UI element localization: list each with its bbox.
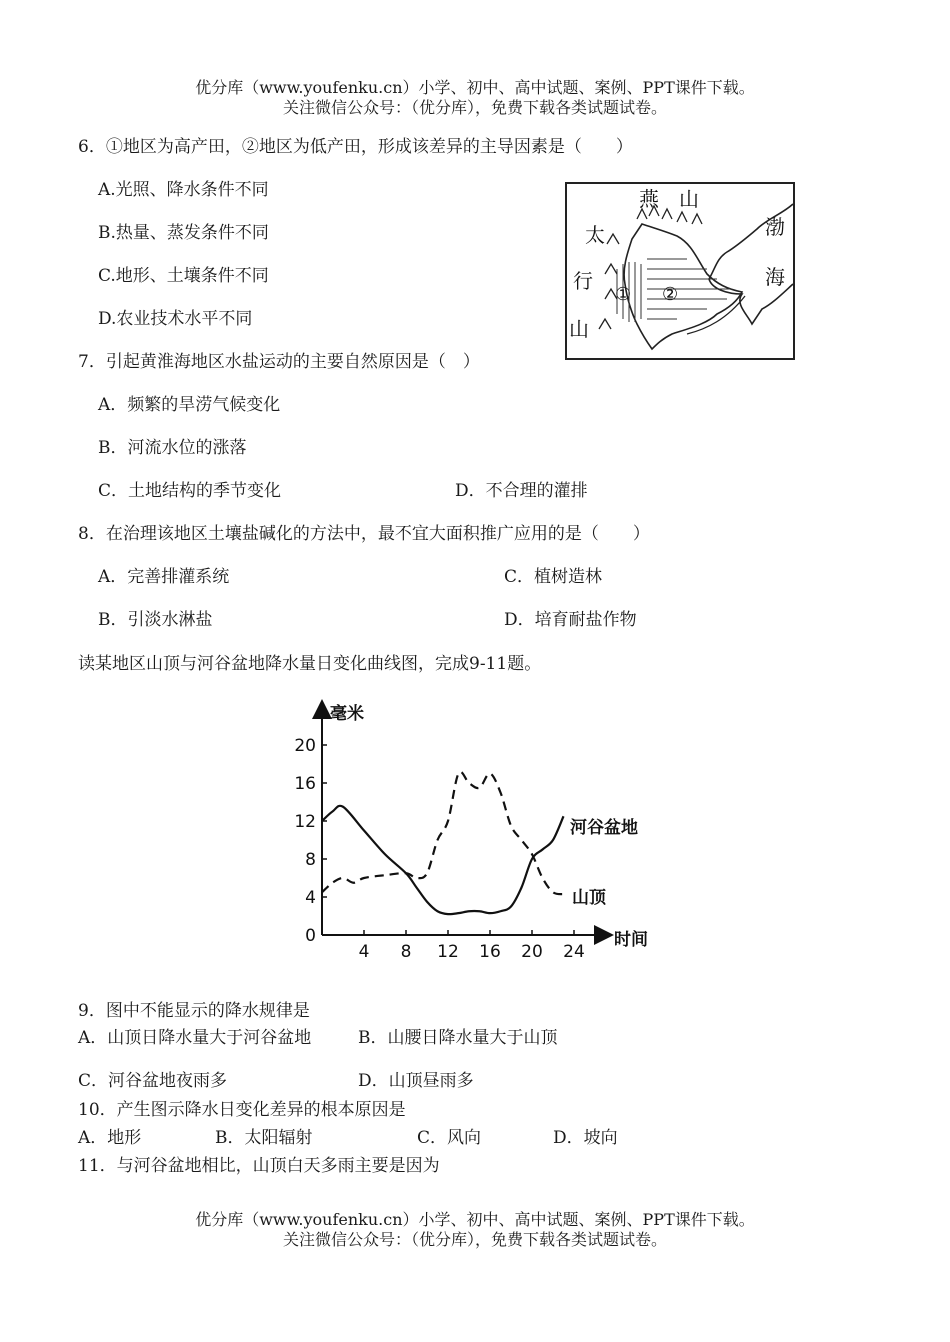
x-tick-label: 24: [563, 942, 585, 962]
q6-option-b: B.热量、蒸发条件不同: [98, 223, 269, 243]
q7-stem: 7．引起黄淮海地区水盐运动的主要自然原因是（ ）: [78, 352, 480, 372]
q9-option-b: B．山腰日降水量大于山顶: [358, 1028, 558, 1048]
chart-intro: 读某地区山顶与河谷盆地降水量日变化曲线图，完成9-11题。: [78, 654, 542, 674]
y-tick-label: 0: [305, 926, 316, 946]
q9-option-a: A．山顶日降水量大于河谷盆地: [78, 1028, 312, 1048]
x-tick-label: 20: [521, 942, 543, 962]
q10-stem: 10．产生图示降水日变化差异的根本原因是: [78, 1100, 406, 1120]
q8-option-d: D．培育耐盐作物: [504, 610, 637, 630]
q8-option-b: B．引淡水淋盐: [98, 610, 213, 630]
map-label-hai: 海: [765, 265, 785, 289]
series-line-valley: [322, 806, 564, 914]
q8-option-a: A．完善排灌系统: [98, 567, 230, 587]
header-line-2: 关注微信公众号：（优分库），免费下载各类试题试卷。: [282, 98, 667, 117]
q7-option-d: D．不合理的灌排: [455, 481, 588, 501]
y-tick-label: 4: [305, 888, 316, 908]
x-tick-label: 16: [479, 942, 501, 962]
map-label-bo: 渤: [765, 215, 785, 239]
series-label-valley: 河谷盆地: [570, 818, 638, 838]
q7-option-b: B．河流水位的涨落: [98, 438, 247, 458]
series-label-peak: 山顶: [572, 888, 606, 908]
x-tick-label: 12: [437, 942, 459, 962]
q6-option-a: A.光照、降水条件不同: [98, 180, 269, 200]
q10-option-d: D．坡向: [553, 1128, 618, 1148]
map-label-yan: 燕: [639, 187, 659, 211]
map-label-tai: 太: [585, 223, 605, 247]
q9-option-c: C．河谷盆地夜雨多: [78, 1071, 228, 1091]
x-tick-label: 8: [400, 942, 412, 962]
q6-stem: 6．①地区为高产田，②地区为低产田，形成该差异的主导因素是（ ）: [78, 137, 633, 157]
chart-svg: [280, 695, 680, 965]
y-tick-label: 8: [305, 850, 316, 870]
map-label-shan-2: 山: [569, 317, 589, 341]
map-label-hang: 行: [573, 269, 593, 293]
y-axis-label: 毫米: [330, 704, 364, 724]
q6-option-d: D.农业技术水平不同: [98, 309, 253, 329]
north-china-plain-map: [565, 182, 795, 360]
x-tick-label: 4: [358, 942, 370, 962]
y-tick-label: 12: [294, 812, 316, 832]
map-drawing: [567, 184, 793, 358]
q8-stem: 8．在治理该地区土壤盐碱化的方法中，最不宜大面积推广应用的是（ ）: [78, 524, 650, 544]
x-axis-label: 时间: [614, 930, 648, 950]
precipitation-chart: [280, 695, 680, 965]
map-label-shan-1: 山: [679, 187, 699, 211]
series-line-peak: [322, 772, 564, 894]
y-tick-label: 16: [294, 774, 316, 794]
q7-option-c: C．土地结构的季节变化: [98, 481, 282, 501]
footer-line-2: 关注微信公众号：（优分库），免费下载各类试题试卷。: [282, 1230, 667, 1249]
q6-option-c: C.地形、土壤条件不同: [98, 266, 269, 286]
q7-option-a: A．频繁的旱涝气候变化: [98, 395, 281, 415]
q10-option-a: A．地形: [78, 1128, 142, 1148]
q10-option-b: B．太阳辐射: [215, 1128, 313, 1148]
footer-line-1: 优分库（www.youfenku.cn）小学、初中、高中试题、案例、PPT课件下载。: [195, 1210, 755, 1229]
map-region-2: ②: [662, 284, 679, 305]
header-line-1: 优分库（www.youfenku.cn）小学、初中、高中试题、案例、PPT课件下载。: [195, 78, 755, 97]
y-tick-label: 20: [294, 736, 316, 756]
q11-stem: 11．与河谷盆地相比，山顶白天多雨主要是因为: [78, 1156, 440, 1176]
q8-option-c: C．植树造林: [504, 567, 603, 587]
q9-stem: 9．图中不能显示的降水规律是: [78, 1001, 310, 1021]
q10-option-c: C．风向: [417, 1128, 482, 1148]
q9-option-d: D．山顶昼雨多: [358, 1071, 474, 1091]
map-region-1: ①: [615, 284, 632, 305]
